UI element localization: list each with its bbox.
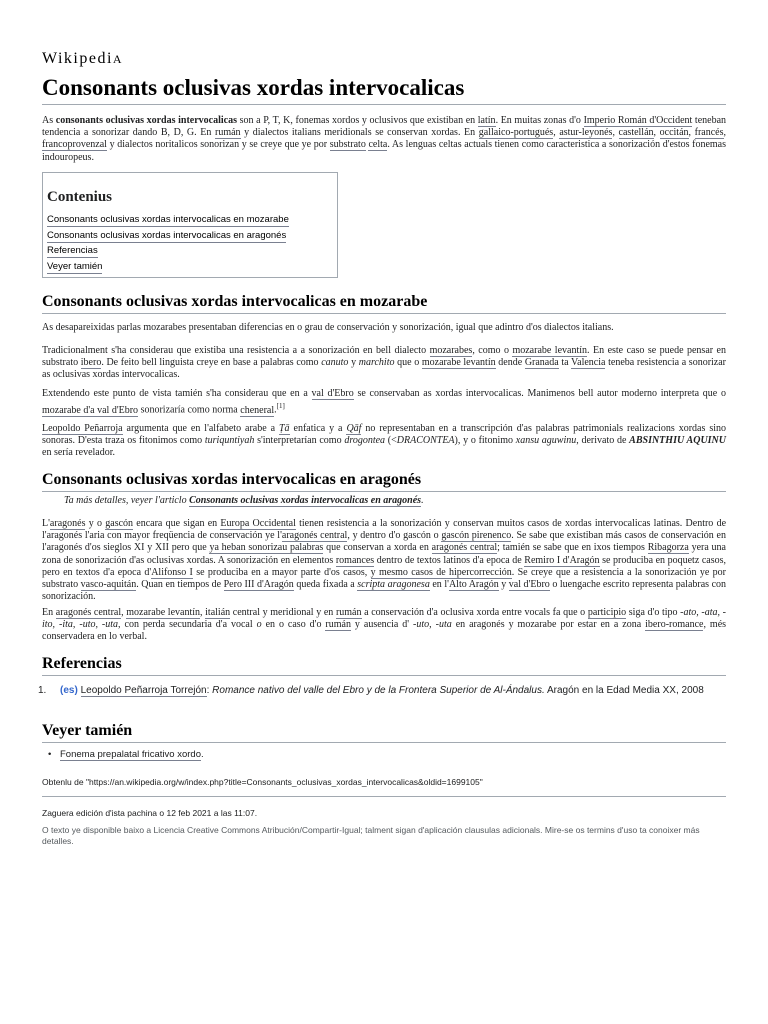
link-mozarabe-val-ebro[interactable]: mozarabe d'a val d'Ebro bbox=[42, 404, 139, 416]
link-gallaico[interactable]: gallaico-portugués bbox=[478, 127, 554, 139]
reference-1-link[interactable]: [1] bbox=[276, 402, 285, 411]
logo-text: Wikipedi bbox=[42, 50, 113, 67]
link-aragones-central-2[interactable]: aragonés central bbox=[431, 542, 498, 554]
link-granada[interactable]: Granada bbox=[524, 357, 559, 369]
toc-heading: Contenius bbox=[47, 189, 113, 205]
link-valencia[interactable]: Valencia bbox=[571, 357, 606, 369]
aragones-paragraph-2: En aragonés central, mozarabe levantín, italián central y meridional y en rumán a conservación d'a oclusiva xorda entre vocals fa que o participio siga d'o tipo -ato, -ata, -ito, -ita, -uto, -uta, con perda secundaria d'a vocal o en o caso d'o rumán y ausencia d' -uto, -uta en aragonés y mozarabe por estar en a zona ibero-romance, més conservadera en lo verbal. bbox=[42, 607, 727, 643]
section-heading-aragones: Consonants oclusivas xordas intervocalicas en aragonés bbox=[42, 470, 726, 492]
link-substrato[interactable]: substrato bbox=[329, 139, 366, 151]
link-ta[interactable]: Ṭā bbox=[279, 423, 290, 434]
section-heading-mozarabe: Consonants oclusivas xordas intervocalicas en mozarabe bbox=[42, 292, 726, 314]
link-ref-author[interactable]: Leopoldo Peñarroja Torrejón bbox=[80, 685, 207, 696]
section-heading-referencias: Referencias bbox=[42, 654, 726, 676]
link-cheneral[interactable]: cheneral bbox=[240, 404, 275, 416]
intro-paragraph: As consonants oclusivas xordas intervocalicas son a P, T, K, fonemas xordos y oclusivos que existiban en latín. En muitas zonas d'o Imperio Román d'Occident teneban tendencia a sonorizar dando B, D, G. En rumán y dialectos italians meridionals se conservan xordas. En gallaico-portugués, astur-leyonés, castellán, occitán, francés, francoprovenzal y dialectos noritalicos sonorizan y se creye que ye por substrato celta. As lenguas celtas actuals tienen como caracteristica a sonorización d'estos fonemas indouropeus. bbox=[42, 115, 727, 163]
link-hipercorreccion[interactable]: y mesmo casos de hipercorrección bbox=[370, 566, 512, 578]
link-occitan[interactable]: occitán bbox=[659, 127, 689, 139]
last-edit: Zaguera edición d'ista pachina o 12 feb 2021 a las 11:07. bbox=[42, 808, 258, 818]
link-qaf[interactable]: Qāf bbox=[346, 423, 362, 434]
hatnote: Ta más detalles, veyer l'articlo Consonants oclusivas xordas intervocalicas en aragonés. bbox=[64, 495, 424, 506]
link-mozarabe-levantin-2[interactable]: mozarabe levantín bbox=[421, 357, 496, 369]
link-mozarabe-levantin-3[interactable]: mozarabe levantín bbox=[126, 607, 200, 618]
link-aragones-central-3[interactable]: aragonés central bbox=[55, 607, 122, 618]
link-aragones[interactable]: aragonés bbox=[49, 518, 86, 529]
link-val-ebro-2[interactable]: val d'Ebro bbox=[508, 579, 550, 591]
footer-divider bbox=[42, 796, 726, 797]
link-gascon[interactable]: gascón bbox=[105, 518, 134, 529]
toc-item-veyer-tamien[interactable]: Veyer tamién bbox=[47, 261, 103, 272]
mozarabe-paragraph-2: Tradicionalment s'ha considerau que existiba una resistencia a a sonorización en bell dialecto mozarabes, como o mozarabe levantín. En este caso se puede pensar en substrato ibero. De feito bell linguista creye en base a palabras como canuto y marchito que o mozarabe levantín dende Granada ta Valencia teneba resistencia a sonorizar as oclusivas xordas intervocalicas. bbox=[42, 345, 727, 381]
link-ruman-2[interactable]: rumán bbox=[335, 607, 362, 618]
link-frances[interactable]: francés bbox=[694, 127, 724, 139]
link-imperio[interactable]: Imperio Román d'Occident bbox=[583, 115, 693, 126]
link-val-ebro[interactable]: val d'Ebro bbox=[311, 388, 354, 399]
wikipedia-logo[interactable] bbox=[42, 50, 123, 68]
table-of-contents bbox=[42, 172, 338, 278]
link-ruman-3[interactable]: rumán bbox=[325, 619, 351, 631]
link-alifonso[interactable]: Alifonso I bbox=[151, 566, 193, 578]
link-fonema-prepalatal[interactable]: Fonema prepalatal fricativo xordo bbox=[60, 749, 201, 760]
see-also-item: • Fonema prepalatal fricativo xordo. bbox=[48, 749, 204, 760]
license-text: O texto ye disponible baixo a Licencia Creative Commons Atribución/Compartir-Igual; talment sigan d'aplicación clausulas adicionals. Mire-se os termins d'uso ta conoixer más detalles. bbox=[42, 825, 700, 846]
link-ibero[interactable]: ibero bbox=[80, 357, 102, 369]
page-title: Consonants oclusivas xordas intervocalicas bbox=[42, 74, 726, 105]
link-scripta[interactable]: scripta aragonesa bbox=[357, 579, 430, 591]
link-mozarabes[interactable]: mozarabes bbox=[429, 345, 473, 356]
mozarabe-paragraph-3: Extendendo este punto de vista tamién s'ha considerau que en a val d'Ebro se conservaban as xordas intervocalicas. Manimenos bell autor moderno interpreta que o mozarabe d'a val d'Ebro sonorizaría como norma cheneral.[1] bbox=[42, 388, 726, 416]
link-mozarabe-levantin[interactable]: mozarabe levantín bbox=[512, 345, 588, 356]
link-alto-aragon[interactable]: Alto Aragón bbox=[448, 579, 499, 591]
mozarabe-paragraph-1: As desapareixidas parlas mozarabes presentaban diferencias en o grau de conservación y sonorización, igual que adintro d'os dialectos italians. bbox=[42, 322, 614, 333]
mozarabe-paragraph-4: Leopoldo Peñarroja argumenta que en l'alfabeto arabe a Ṭā enfatica y a Qāf no representaban en a transcripción d'as palabras patrimonials realizacions xordas sino sonoras. D'esta traza os fitonimos como turiquntiyah s'interpretarían como drogontea (<DRACONTEA), y o fitonimo xansu aguwinu, derivato de ABSINTHIU AQUINU en sería revelador. bbox=[42, 423, 726, 459]
retrieved-from: Obtenlu de "https://an.wikipedia.org/w/index.php?title=Consonants_oclusivas_xordas_intervocalicas&oldid=1699105" bbox=[42, 777, 483, 787]
link-italian[interactable]: italián bbox=[205, 607, 231, 618]
logo-text-end: A bbox=[112, 52, 124, 66]
toc-item-referencias[interactable]: Referencias bbox=[47, 245, 98, 256]
toc-item-aragones[interactable]: Consonants oclusivas xordas intervocalicas en aragonés bbox=[47, 230, 287, 241]
bold-term: consonants oclusivas xordas intervocalicas bbox=[55, 115, 237, 126]
link-hatnote-article[interactable]: Consonants oclusivas xordas intervocalicas en aragonés bbox=[189, 495, 422, 506]
link-ruman[interactable]: rumán bbox=[214, 127, 241, 139]
link-sonorizau[interactable]: ya heban sonorizau palabras bbox=[209, 542, 324, 554]
section-heading-veyer-tamien: Veyer tamién bbox=[42, 721, 726, 743]
lang-es-label[interactable]: (es) bbox=[60, 685, 78, 696]
link-latin[interactable]: latín bbox=[477, 115, 496, 126]
link-aragones-central[interactable]: aragonés central bbox=[281, 530, 348, 542]
link-celta[interactable]: celta bbox=[368, 139, 388, 151]
link-romances[interactable]: romances bbox=[335, 554, 375, 566]
toc-item-mozarabe[interactable]: Consonants oclusivas xordas intervocalicas en mozarabe bbox=[47, 214, 289, 225]
link-ribagorza[interactable]: Ribagorza bbox=[647, 542, 689, 554]
link-penarroja[interactable]: Leopoldo Peñarroja bbox=[42, 423, 123, 434]
link-pero-iii[interactable]: Pero III d'Aragón bbox=[223, 579, 294, 591]
link-vasco-aquitan[interactable]: vasco-aquitán bbox=[80, 579, 137, 591]
reference-item-1: 1. (es) Leopoldo Peñarroja Torrejón: Romance nativo del valle del Ebro y de la Frontera Superior de Al-Ándalus. Aragón en la Edad Media XX, 2008 bbox=[38, 685, 704, 696]
link-europa-occidental[interactable]: Europa Occidental bbox=[220, 518, 296, 529]
bullet: • bbox=[48, 749, 52, 760]
link-participio[interactable]: participio bbox=[587, 607, 627, 618]
link-remiro[interactable]: Remiro I d'Aragón bbox=[524, 554, 600, 566]
link-gascon-pirenenco[interactable]: gascón pirenenco bbox=[441, 530, 512, 542]
link-ibero-romance[interactable]: ibero-romance bbox=[645, 619, 704, 631]
link-franco[interactable]: francoprovenzal bbox=[42, 139, 107, 151]
link-castellan[interactable]: castellán bbox=[618, 127, 654, 139]
aragones-paragraph-1: L'aragonés y o gascón encara que sigan en Europa Occidental tienen resistencia a la sonorización y conservan muitos casos de xordas intervocalicas latinas. Dentro de l'aragonés l'aria con mayor freqüencia de conservación ye l'aragonés central, y dentro d'o gascón o gascón pirenenco. Se sabe que existiban más casos de conservación en l'aragonés d'os sieglos XI y XII pero que ya heban sonorizau palabras que conservan a xorda en aragonés central; tamién se sabe que en ixos tiempos Ribagorza yera una zona de sonorización d'as oclusivas xordas. A sonorización en elementos romances dentro de textos latinos d'a epoca de Remiro I d'Aragón se produciba en poquetz casos, pero en textos d'a epoca d'Alifonso I se produciba en a mayor parte d'os casos, y mesmo casos de hipercorrección. Se creye que a resistencia a la sonorización ye por substrato vasco-aquitán. Quan en tiempos de Pero III d'Aragón queda fixada a scripta aragonesa en l'Alto Aragón y val d'Ebro o luengache escrito representa palabras con sonorización. bbox=[42, 518, 727, 603]
link-astur[interactable]: astur-leyonés bbox=[559, 127, 613, 139]
